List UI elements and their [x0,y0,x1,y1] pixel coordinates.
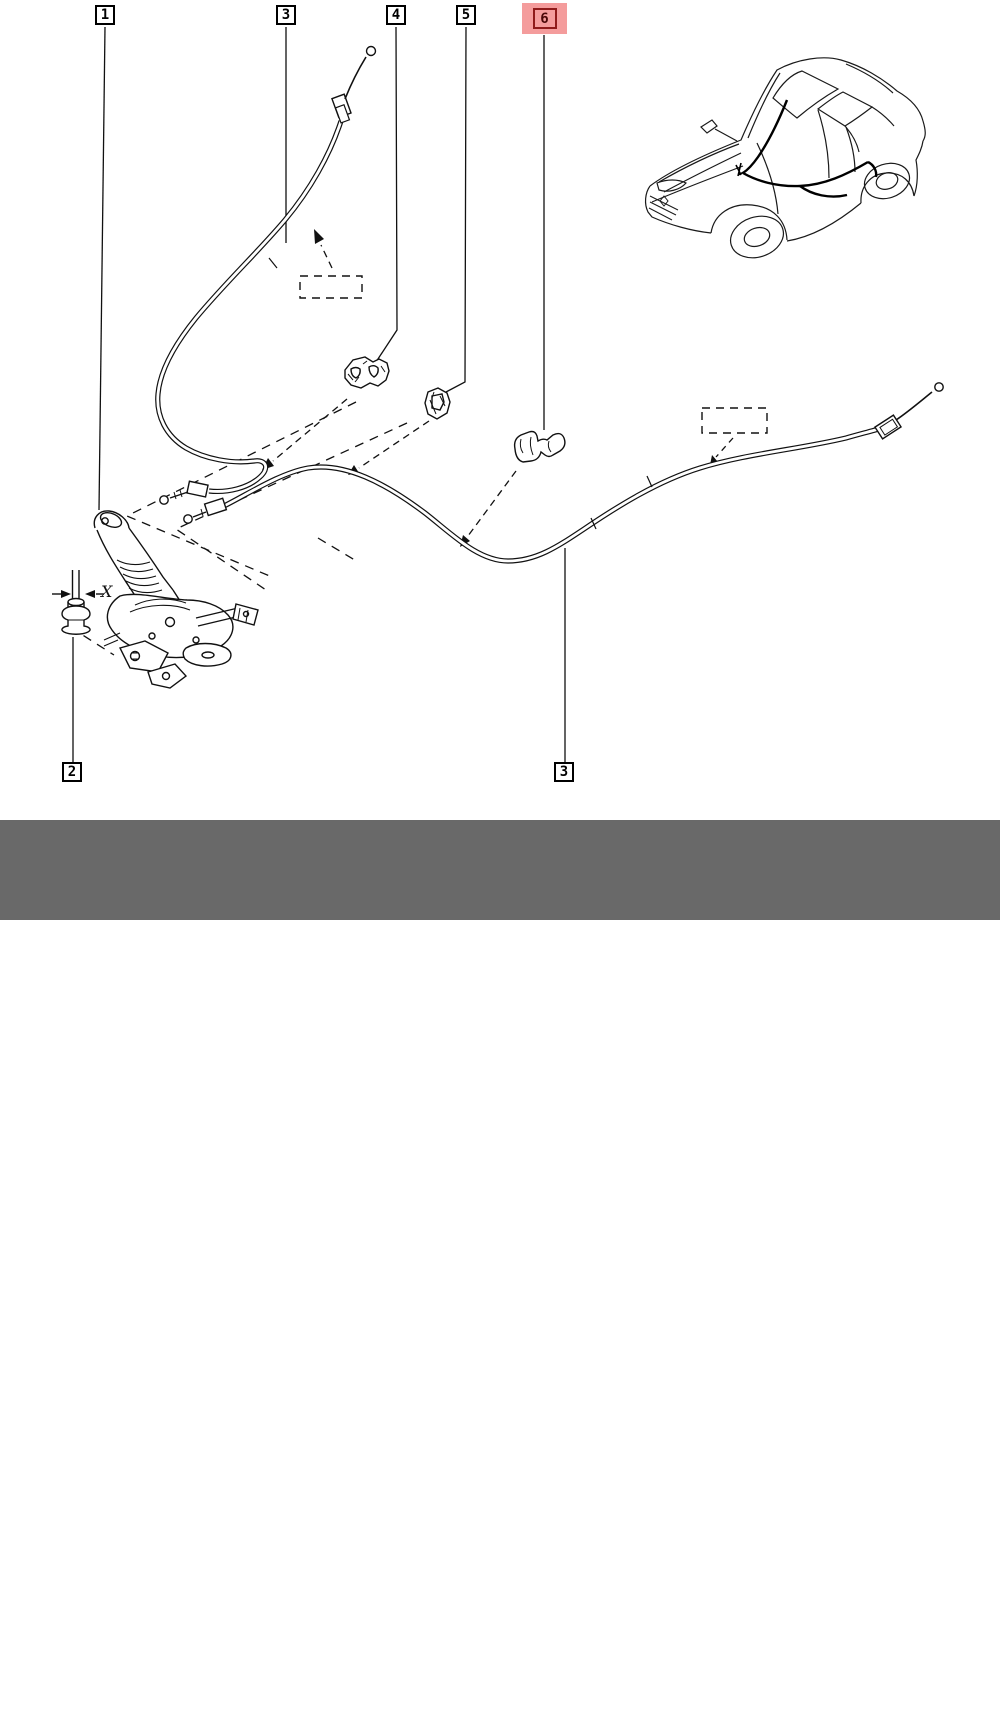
callout-4-label: 4 [391,7,401,23]
cable-clip-5 [425,388,450,419]
rear-cable-right-end [875,383,943,439]
reference-boxes [300,276,767,433]
leader-5 [446,27,466,392]
callout-2[interactable] [62,762,82,782]
part-location-harness [736,100,876,197]
cable-clip-6 [515,432,565,463]
footer-brand-part-number: RENAULT - 7703079195 [207,1673,525,1714]
footer-page-reference: N - 6 [558,1673,621,1714]
callout-4[interactable] [386,5,406,25]
adjustment-marker [52,582,113,601]
callout-2-label: 2 [67,764,77,780]
callout-6-label: 6 [540,10,549,27]
x-dimension-label: X [101,582,113,601]
callout-5[interactable] [456,5,476,25]
arrow-right-icon [61,590,71,598]
car-location-illustration [646,58,926,264]
rear-cable-lever-end [184,498,227,523]
callout-3-top-label: 3 [281,7,291,23]
rear-cable [184,383,943,561]
callout-3-top[interactable] [276,5,296,25]
callout-1-label: 1 [100,7,110,23]
callout-3-bottom[interactable] [554,762,574,782]
callout-6-highlighted[interactable] [522,3,567,34]
leader-4 [376,27,397,362]
arrow-left-icon [85,590,95,598]
cable-clip-4 [345,357,389,388]
callout-5-label: 5 [461,7,471,23]
callout-1[interactable] [95,5,115,25]
reference-box-upper [300,276,362,298]
reference-box-right [702,408,767,433]
leader-1 [99,27,105,510]
footer-bar [0,820,1000,1714]
front-cable-top-end [332,47,376,123]
callout-3-bottom-label: 3 [559,764,569,780]
fixing-nut [62,570,90,634]
front-cable-lever-end [160,481,208,504]
callout-6-box [533,8,557,29]
